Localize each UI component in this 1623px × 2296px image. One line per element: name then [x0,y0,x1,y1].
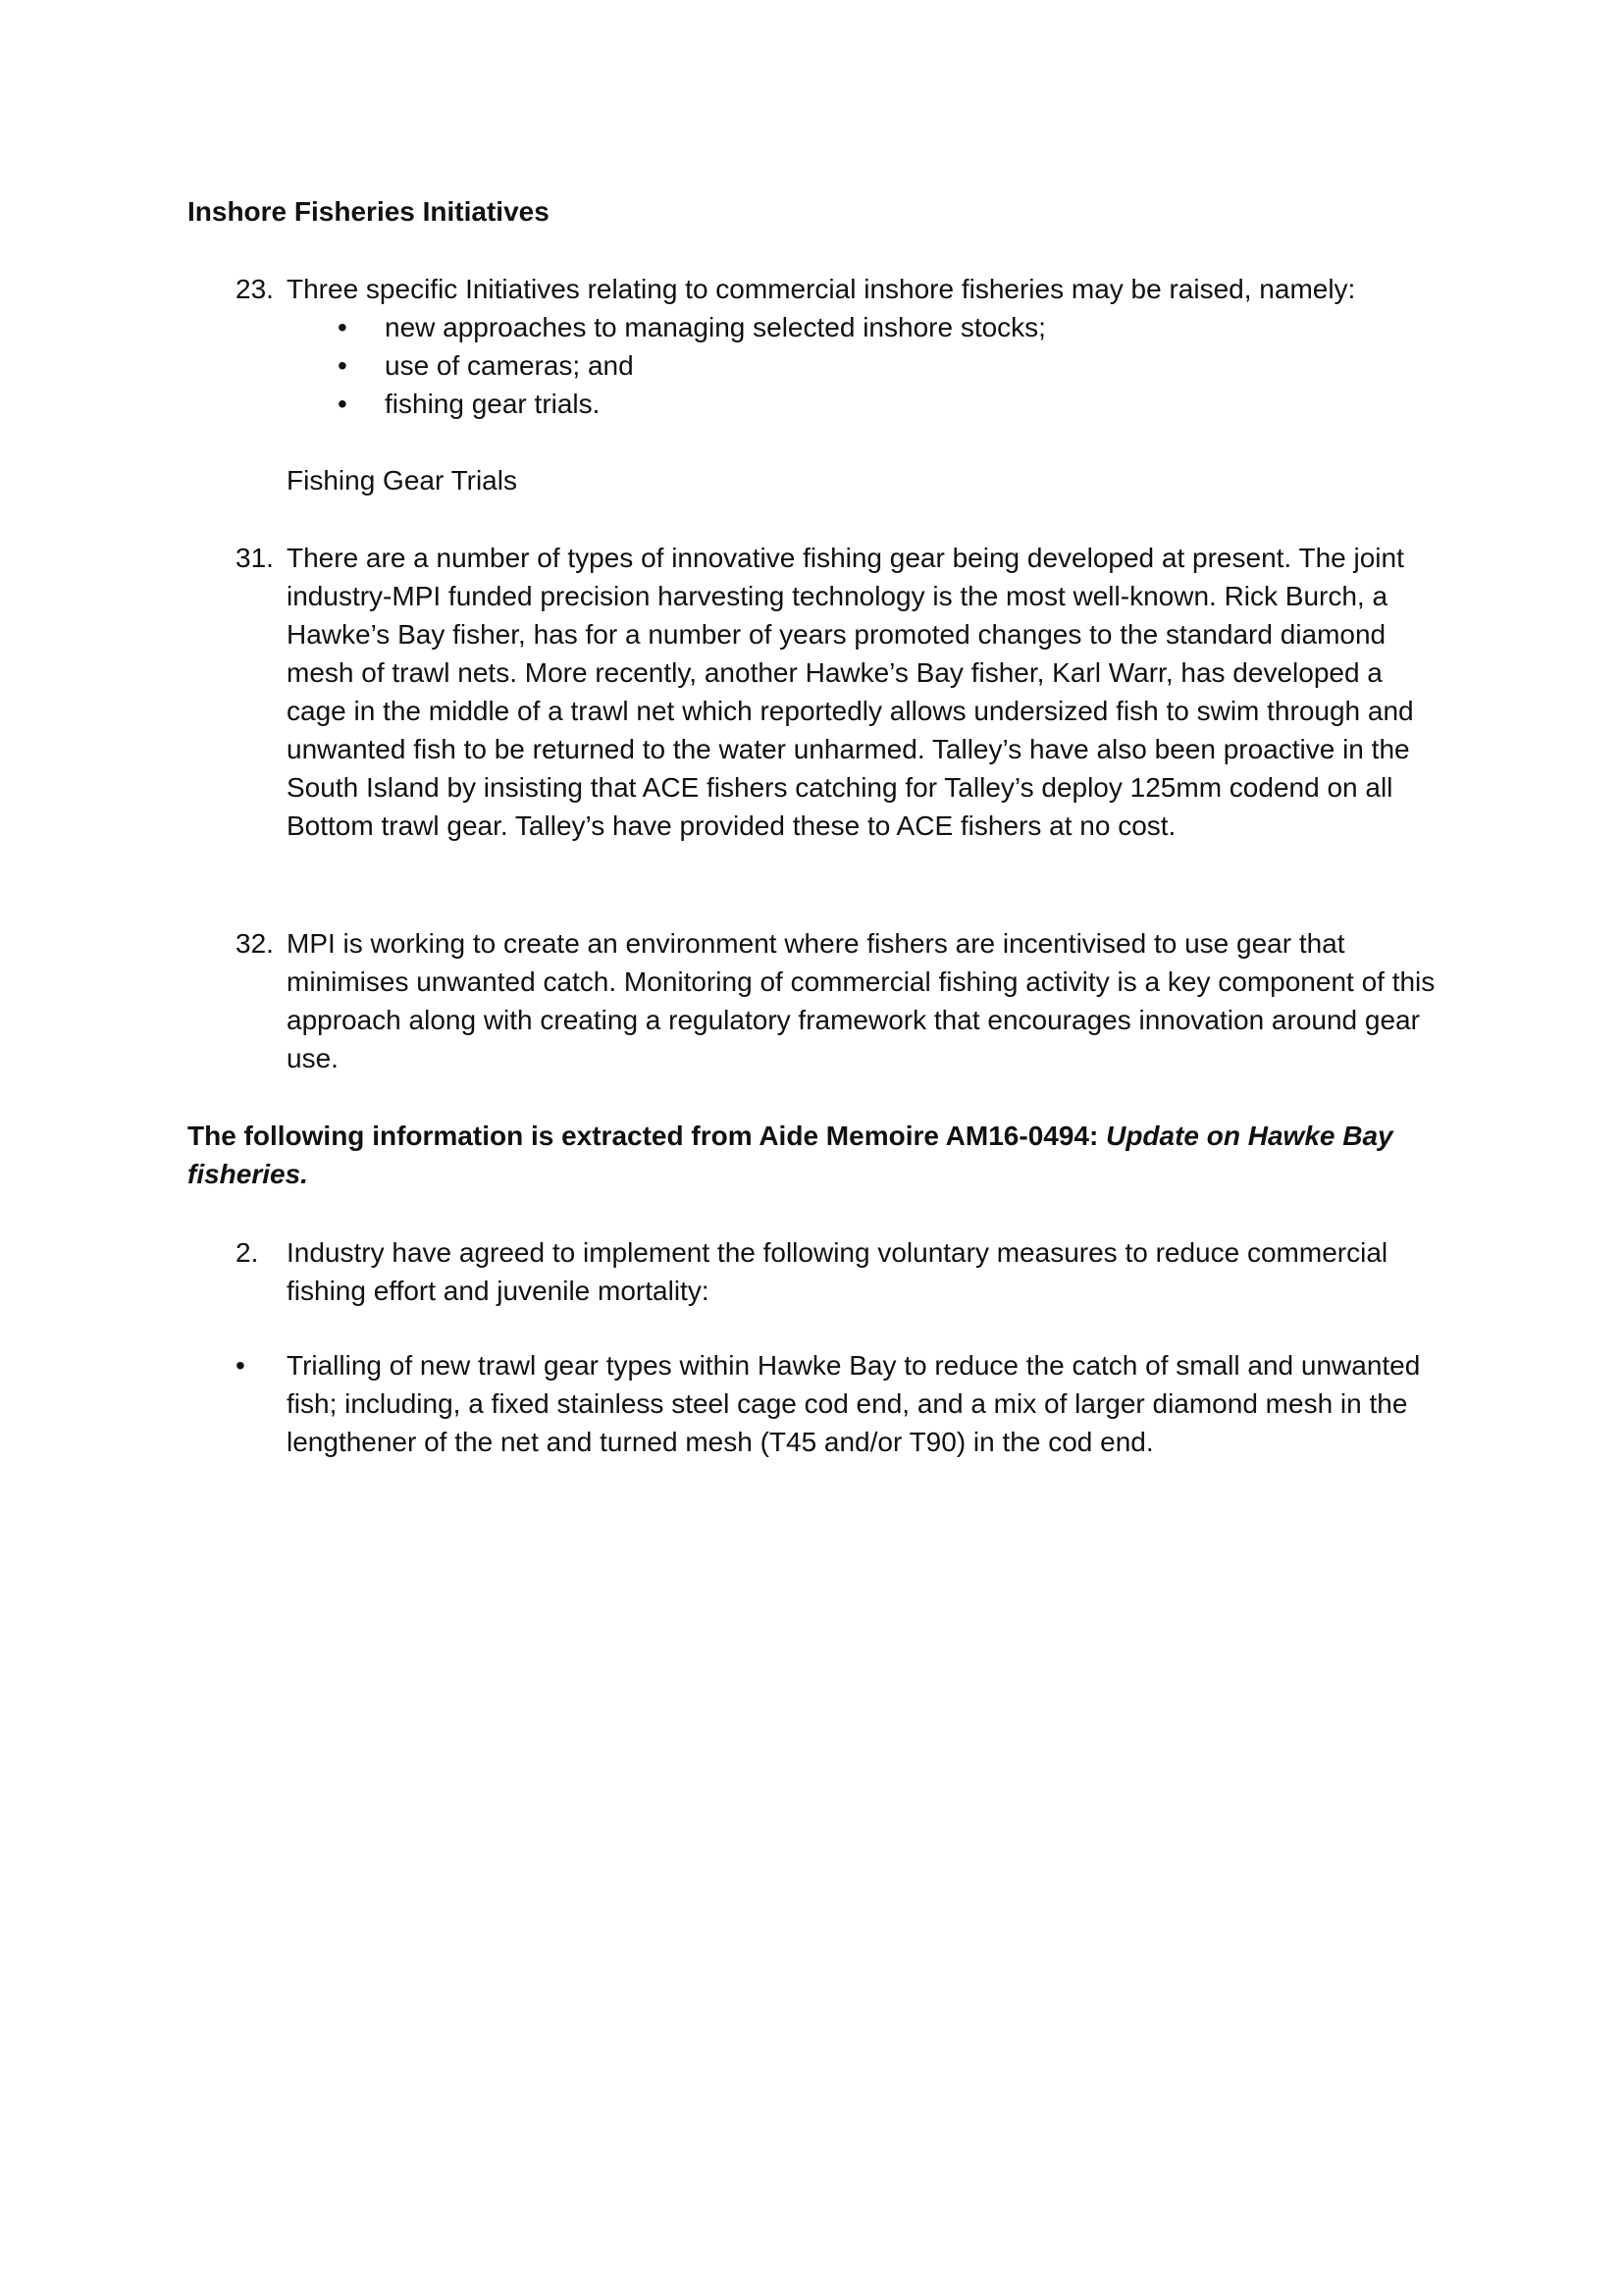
item-number: 31. [236,543,274,573]
heading-prefix: The following information is extracted from Aide Memoire AM16-0494: [187,1121,1107,1151]
bullet-icon: • [338,312,347,342]
list-item-2 [236,1233,1442,1310]
list-item-31 [236,539,1442,845]
section-heading-aide-memoire [187,1117,1453,1193]
list-item-32 [236,924,1442,1077]
bullet-text: use of cameras; and [385,350,634,381]
item-text: Industry have agreed to implement the following voluntary measures to reduce commercial fishing effort and juvenile mortality: [287,1237,1388,1306]
item-text: MPI is working to create an environment where fishers are incentivised to use gear that minimises unwanted catch. Monitoring of commercial fishing activity is a key component of this approach along with creating a regulatory framework that encourages innovation around gear use. [287,928,1436,1073]
initiatives-bullet-list [287,308,1442,423]
bullet-text: Trialling of new trawl gear types within Hawke Bay to reduce the catch of small and unwanted fish; including, a fixed stainless steel cage cod end, and a mix of larger diamond mesh in the lengthener of the net and turned mesh (T45 and/or T90) in the cod end. [287,1350,1421,1457]
subheading-fishing-gear-trials: Fishing Gear Trials [287,465,517,496]
section-heading-inshore-fisheries: Inshore Fisheries Initiatives [187,196,550,227]
list-item-23 [236,270,1442,423]
bullet-icon: • [236,1350,245,1381]
bullet-text: new approaches to managing selected inshore stocks; [385,312,1046,342]
item-text: There are a number of types of innovative fishing gear being developed at present. The joint industry-MPI funded precision harvesting technology is the most well-known. Rick Burch, a Hawke’s Bay fisher, has for a number of years promoted changes to the standard diamond mesh of trawl nets. More recently, another Hawke’s Bay fisher, Karl Warr, has developed a cage in the middle of a trawl net which reportedly allows undersized fish to swim through and unwanted fish to be returned to the water unharmed. Talley’s have also been proactive in the South Island by insisting that ACE fishers catching for Talley’s deploy 125mm codend on all Bottom trawl gear. Talley’s have provided these to ACE fishers at no cost. [287,543,1414,841]
measure-bullet [236,1346,1442,1461]
bullet-icon: • [338,389,347,419]
item-number: 32. [236,928,274,959]
item-text: Three specific Initiatives relating to commercial inshore fisheries may be raised, namely: [287,274,1356,304]
item-number: 2. [236,1237,259,1268]
item-number: 23. [236,274,274,304]
list-item [287,385,1442,423]
bullet-text: fishing gear trials. [385,389,601,419]
bullet-icon: • [338,350,347,381]
list-item [287,346,1442,385]
list-item [287,308,1442,346]
heading-italic-title: Update on Hawke Bay fisheries. [187,1121,1393,1189]
